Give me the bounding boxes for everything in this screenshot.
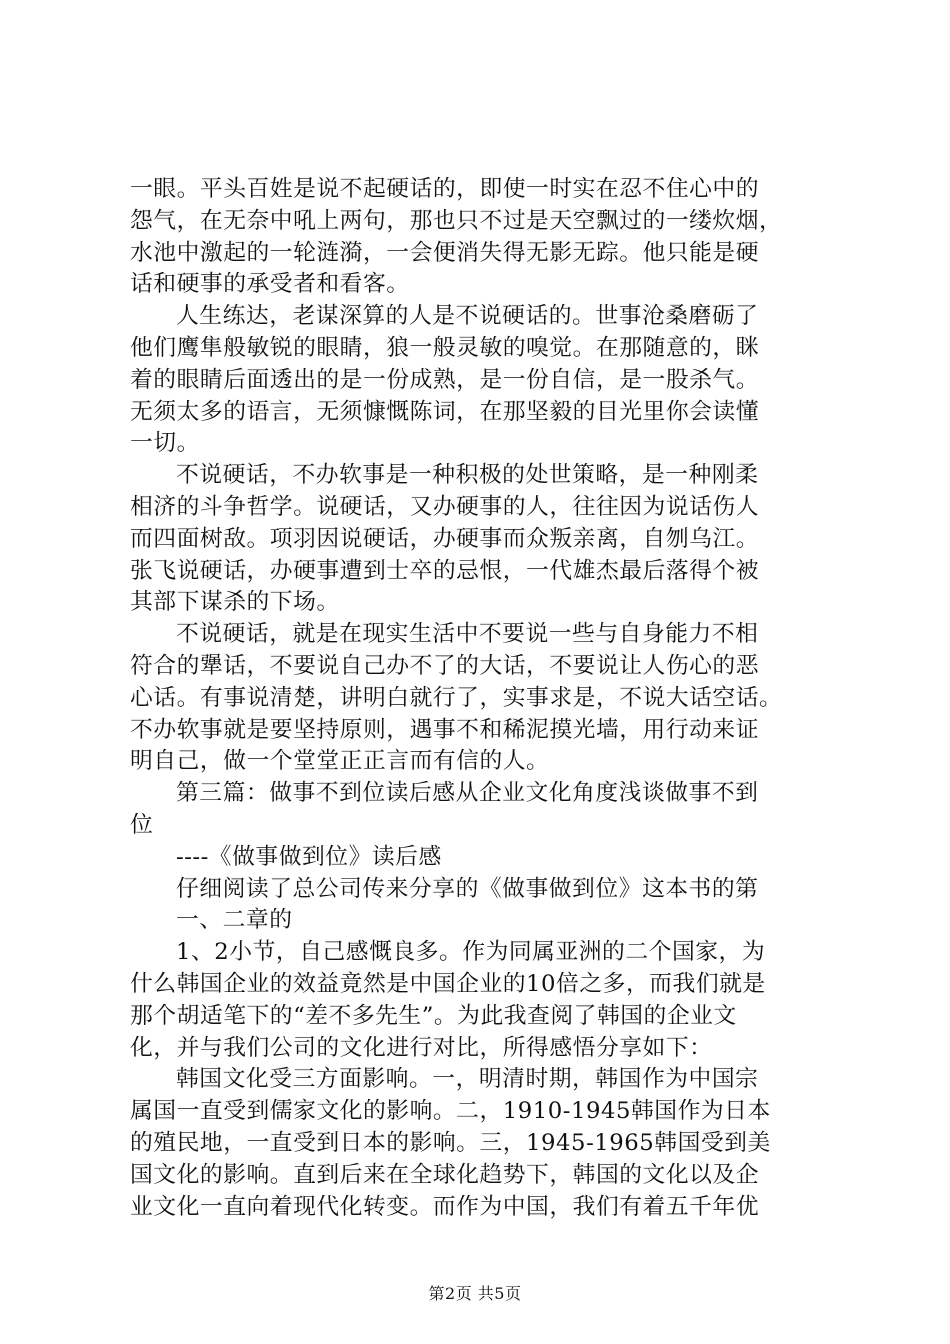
text-line: ----《做事做到位》读后感	[176, 843, 442, 870]
text-line: 其部下谋杀的下场。	[130, 589, 340, 616]
text-line: 而四面树敌。项羽因说硬话，办硬事而众叛亲离，自刎乌江。	[130, 525, 760, 552]
text-line: 国文化的影响。直到后来在全球化趋势下，韩国的文化以及企	[130, 1161, 760, 1188]
text-line: 水池中激起的一轮涟漪，一会便消失得无影无踪。他只能是硬	[130, 239, 760, 266]
text-line: 不说硬话，不办软事是一种积极的处世策略，是一种刚柔	[176, 462, 759, 489]
text-line: 什么韩国企业的效益竟然是中国企业的10倍之多，而我们就是	[130, 970, 766, 997]
text-line: 的殖民地，一直受到日本的影响。三，1945-1965韩国受到美	[130, 1129, 771, 1156]
text-line: 相济的斗争哲学。说硬话，又办硬事的人，往往因为说话伤人	[130, 493, 760, 520]
text-line: 一、二章的	[176, 907, 293, 934]
text-line: 着的眼睛后面透出的是一份成熟，是一份自信，是一股杀气。	[130, 366, 760, 393]
text-line: 仔细阅读了总公司传来分享的《做事做到位》这本书的第	[176, 875, 759, 902]
text-line: 属国一直受到儒家文化的影响。二，1910-1945韩国作为日本	[130, 1098, 771, 1125]
text-line: 第三篇：做事不到位读后感从企业文化角度浅谈做事不到	[176, 780, 759, 807]
text-line: 人生练达，老谋深算的人是不说硬话的。世事沧桑磨砺了	[176, 303, 759, 330]
text-line: 业文化一直向着现代化转变。而作为中国，我们有着五千年优	[130, 1193, 760, 1220]
text-line: 怨气，在无奈中吼上两句，那也只不过是天空飘过的一缕炊烟，	[130, 207, 783, 234]
text-line: 一切。	[130, 430, 200, 457]
text-line: 话和硬事的承受者和看客。	[130, 271, 410, 298]
text-line: 韩国文化受三方面影响。一，明清时期，韩国作为中国宗	[176, 1066, 759, 1093]
text-line: 化，并与我们公司的文化进行对比，所得感悟分享如下：	[130, 1034, 713, 1061]
text-line: 心话。有事说清楚，讲明白就行了，实事求是，不说大话空话。	[130, 684, 783, 711]
body-text	[130, 174, 836, 1223]
text-line: 符合的犟话，不要说自己办不了的大话，不要说让人伤心的恶	[130, 652, 760, 679]
text-line: 位	[130, 811, 154, 838]
text-line: 1、2小节，自己感慨良多。作为同属亚洲的二个国家，为	[176, 939, 766, 966]
text-line: 不说硬话，就是在现实生活中不要说一些与自身能力不相	[176, 621, 759, 648]
page-footer: 第2页 共5页	[428, 1284, 522, 1303]
text-line: 那个胡适笔下的“差不多先生”。为此我查阅了韩国的企业文	[130, 1002, 737, 1029]
text-line: 一眼。平头百姓是说不起硬话的，即使一时实在忍不住心中的	[130, 176, 760, 202]
text-line: 明自己，做一个堂堂正正言而有信的人。	[130, 748, 550, 775]
text-line: 张飞说硬话，办硬事遭到士卒的忌恨，一代雄杰最后落得个被	[130, 557, 760, 584]
text-line: 无须太多的语言，无须慷慨陈词，在那坚毅的目光里你会读懂	[130, 398, 760, 425]
text-line: 不办软事就是要坚持原则，遇事不和稀泥摸光墙，用行动来证	[130, 716, 760, 743]
text-line: 他们鹰隼般敏锐的眼睛，狼一般灵敏的嗅觉。在那随意的，眯	[130, 334, 760, 361]
